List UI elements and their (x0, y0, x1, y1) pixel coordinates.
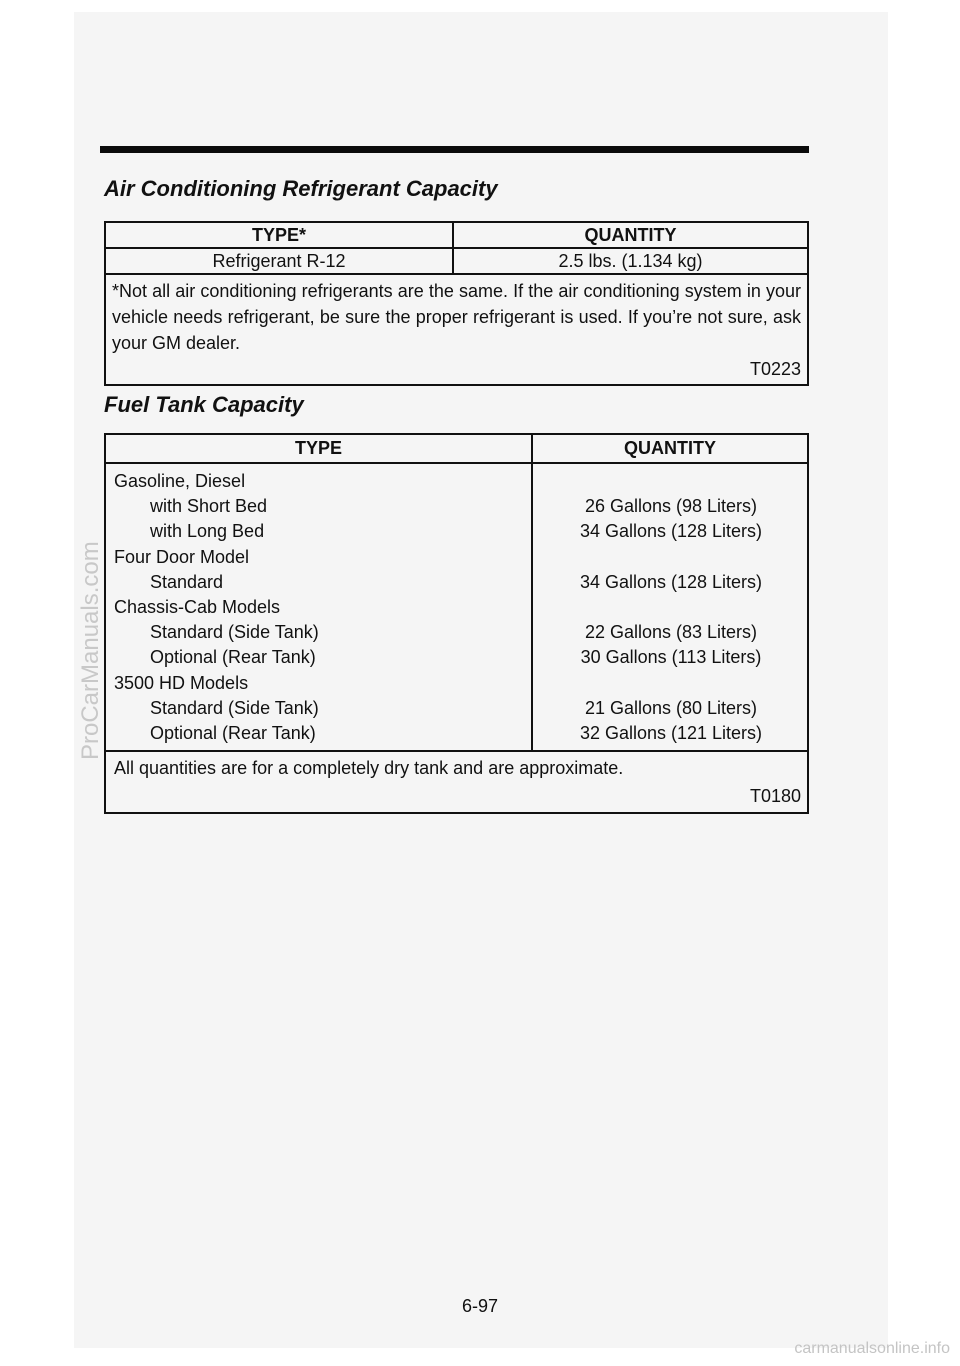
ac-col-type: TYPE* (105, 222, 453, 248)
ac-note-cell (105, 274, 808, 385)
fuel-type-row: Optional (Rear Tank) (150, 647, 316, 668)
top-rule (100, 146, 809, 153)
ac-table-code: T0223 (749, 359, 801, 379)
fuel-tank-heading: Fuel Tank Capacity (104, 392, 304, 417)
fuel-type-row: Gasoline, Diesel (114, 471, 246, 491)
bottom-watermark: carmanualsonline.info (794, 1340, 950, 1357)
fuel-type-row: Chassis-Cab Models (114, 596, 281, 617)
fuel-tank-table (104, 433, 809, 814)
fuel-type-column (105, 463, 532, 751)
ac-note: *Not all air conditioning refrigerants are the same. If the air conditioning system in your vehicle needs refrigerant, be sure the proper refrigerant is used. If you’re not sure, ask your GM dealer. (112, 281, 801, 353)
fuel-quantity-row (541, 469, 801, 494)
fuel-note: All quantities are for a completely dry tank and are approximate. (114, 758, 624, 779)
fuel-quantity-row (541, 545, 801, 570)
fuel-quantity-row: 34 Gallons (128 Liters) (579, 571, 763, 592)
side-watermark: ProCarManuals.com (77, 541, 104, 760)
fuel-col-type: TYPE (105, 434, 532, 463)
fuel-quantity-row (541, 595, 801, 620)
fuel-quantity-column (532, 463, 808, 751)
ac-refrigerant-table (104, 221, 809, 386)
ac-type-value: Refrigerant R-12 (105, 248, 453, 274)
ac-refrigerant-heading: Air Conditioning Refrigerant Capacity (104, 176, 498, 201)
page-number: 6-97 (461, 1296, 499, 1316)
fuel-type-row: 3500 HD Models (114, 672, 249, 693)
fuel-type-row: Standard (Side Tank) (150, 622, 319, 643)
fuel-quantity-row: 34 Gallons (128 Liters) (579, 521, 763, 542)
fuel-note-cell (105, 751, 808, 813)
fuel-type-row: Standard (150, 571, 224, 592)
fuel-quantity-row: 26 Gallons (98 Liters) (584, 496, 758, 517)
fuel-type-row: with Long Bed (150, 521, 265, 542)
ac-col-quantity: QUANTITY (453, 222, 808, 248)
fuel-quantity-row (541, 671, 801, 696)
ac-quantity-value: 2.5 lbs. (1.134 kg) (453, 248, 808, 274)
fuel-quantity-row: 21 Gallons (80 Liters) (584, 697, 758, 718)
fuel-table-code: T0180 (749, 786, 801, 807)
fuel-type-row: Four Door Model (114, 546, 250, 567)
fuel-type-row: Optional (Rear Tank) (150, 722, 316, 743)
fuel-quantity-row: 22 Gallons (83 Liters) (584, 622, 758, 643)
fuel-col-quantity: QUANTITY (532, 434, 808, 463)
fuel-quantity-row: 32 Gallons (121 Liters) (579, 722, 763, 743)
fuel-type-row: with Short Bed (150, 496, 268, 517)
fuel-quantity-row: 30 Gallons (113 Liters) (580, 647, 762, 668)
fuel-type-row: Standard (Side Tank) (150, 697, 319, 718)
